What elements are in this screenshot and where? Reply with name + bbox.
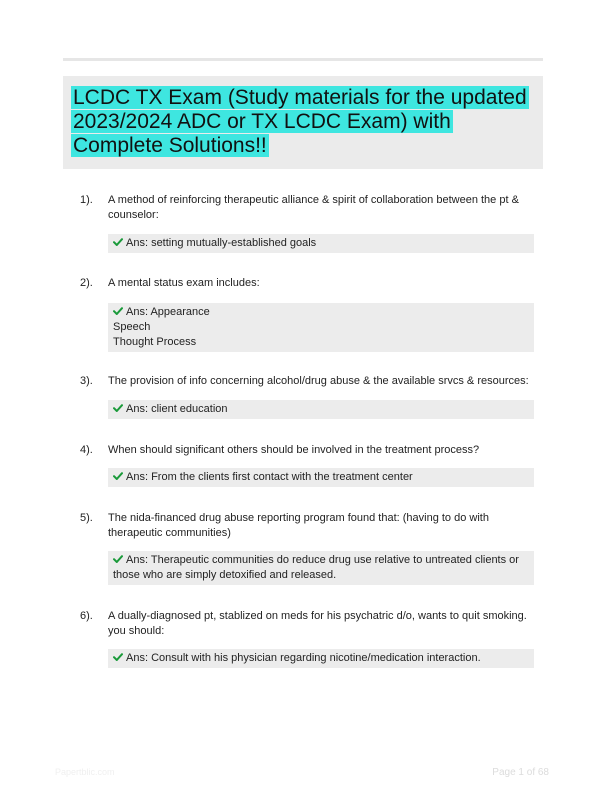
answer-text: Ans: Therapeutic communities do reduce drug use relative to untreated clients or those who are simply detoxified and released. [113,554,519,581]
check-icon [113,471,123,481]
check-icon [113,403,123,413]
page-title-text: LCDC TX Exam (Study materials for the updated 2023/2024 ADC or TX LCDC Exam) with Complete Solutions!! [73,86,527,157]
question-number: 6). [80,610,93,622]
answer-line [113,305,529,320]
question-text: When should significant others should be involved in the treatment process? [108,444,480,456]
answer-line [113,402,529,417]
check-icon [113,652,123,662]
answer-box [108,649,534,668]
question-text: A method of reinforcing therapeutic alliance & spirit of collaboration between the pt & counselor: [108,194,519,221]
question-number: 5). [80,512,93,524]
question-text: A dually-diagnosed pt, stablized on meds for his psychatric d/o, wants to quit smoking. you should: [108,610,527,637]
answer-box [108,234,534,253]
question-number: 4). [80,444,93,456]
answer-line: Thought Process [113,336,197,348]
answer-box [108,400,534,419]
answer-text: Ans: From the clients first contact with the treatment center [126,471,413,483]
answer-line [113,470,529,485]
title-box [63,76,543,169]
answer-box [108,303,534,352]
page-title [71,86,535,158]
answer-line: Speech [113,321,151,333]
question-number: 1). [80,194,93,206]
answer-text: Ans: Consult with his physician regarding nicotine/medication interaction. [126,652,481,664]
check-icon [113,554,123,564]
question-number: 2). [80,277,93,289]
answer-line [113,236,529,251]
check-icon [113,306,123,316]
check-icon [113,237,123,247]
answer-line [113,651,529,666]
question-text: The provision of info concerning alcohol/drug abuse & the available srvcs & resources: [108,375,529,387]
question-text: The nida-financed drug abuse reporting program found that: (having to do with therapeutic communities) [108,512,489,539]
answer-box [108,551,534,585]
answer-line [113,553,529,583]
page-number: Page 1 of 68 [492,767,549,778]
question-number: 3). [80,375,93,387]
answer-text: Ans: setting mutually-established goals [126,237,317,249]
top-divider [63,58,543,61]
answer-box [108,468,534,487]
footer-watermark: Papertblic.com [55,767,115,777]
answer-text: Ans: Appearance [126,306,210,318]
answer-text: Ans: client education [126,403,228,415]
question-text: A mental status exam includes: [108,277,260,289]
